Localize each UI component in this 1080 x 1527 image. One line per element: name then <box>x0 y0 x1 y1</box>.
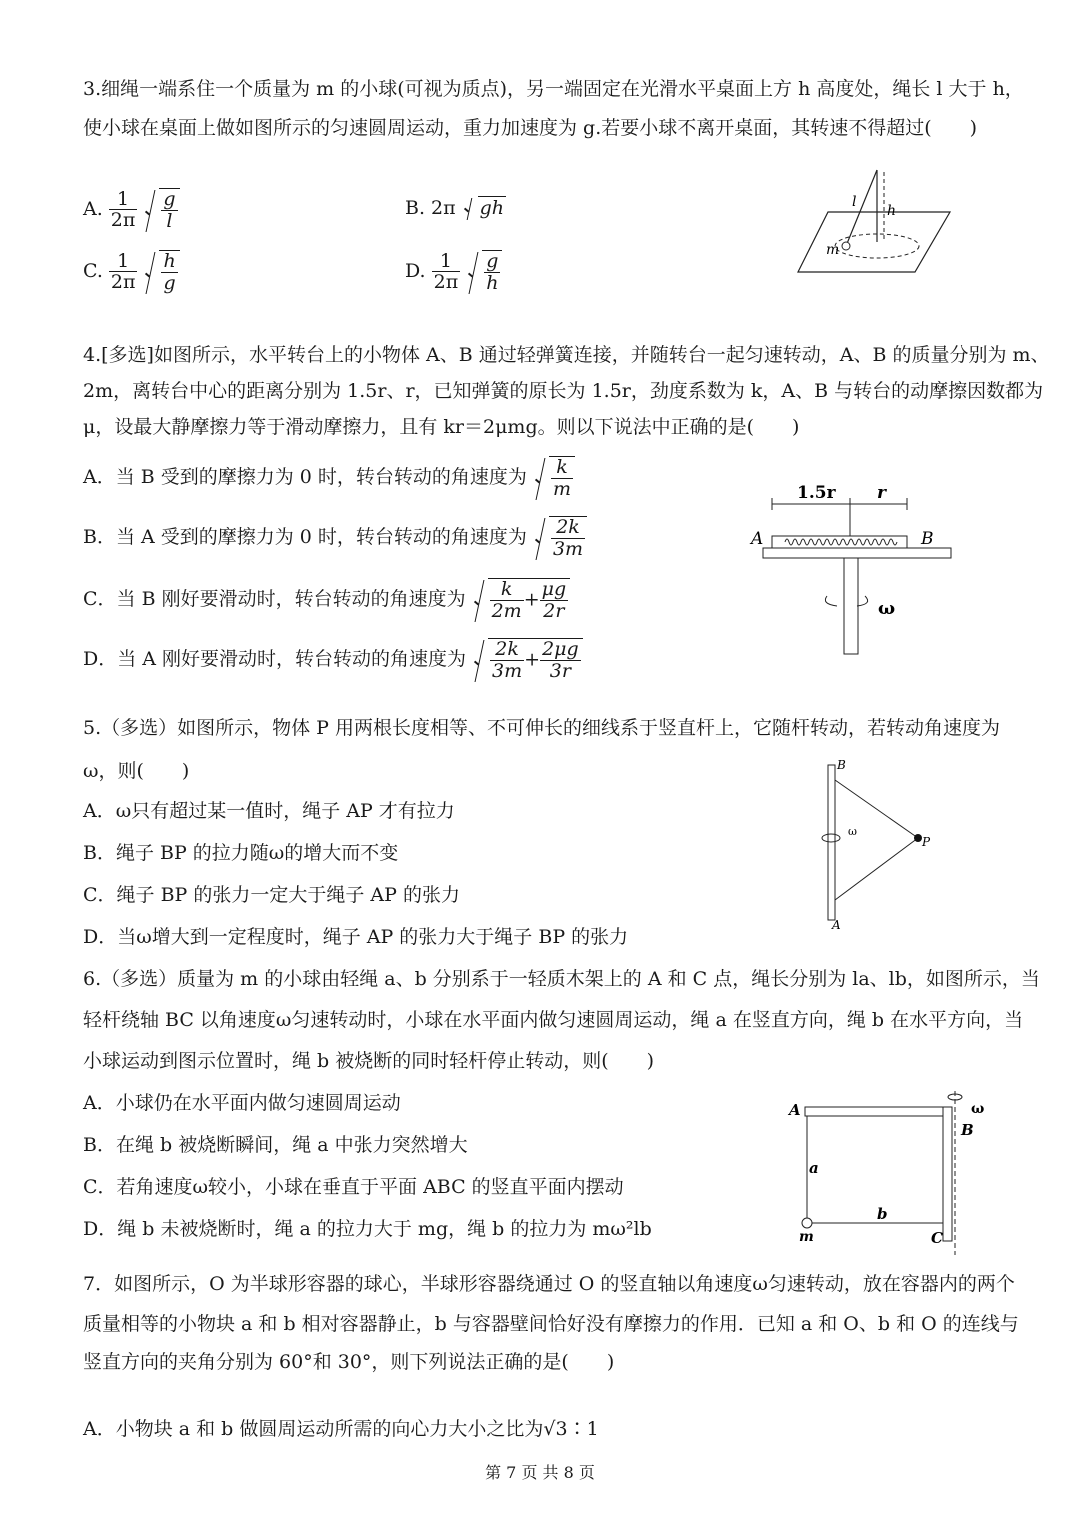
q4-stem-line2: 2m，离转台中心的距离分别为 1.5r、r，已知弹簧的原长为 1.5r，劲度系数为 k，A、B 与转台的动摩擦因数都为 <box>83 380 1044 402</box>
q3-option-c: C. $\frac{1}{2\pi}$ $\frac{h}{g}$ <box>83 250 180 294</box>
q4-option-b: B．当 A 受到的摩擦力为 0 时，转台转动的角速度为 $\frac{2k}{3m}$ <box>83 516 587 560</box>
q6-figure-frame <box>785 1085 995 1260</box>
fig-label-omega: ω <box>848 825 857 838</box>
q6-option-d: D．绳 b 未被烧断时，绳 a 的拉力大于 mg，绳 b 的拉力为 mω²lb <box>83 1218 652 1240</box>
fig-label-rope-b: b <box>877 1205 888 1223</box>
q4-option-d: D．当 A 刚好要滑动时，转台转动的角速度为 $\frac{2k}{3m}$ + $\frac{2\mu g}{3r}$ <box>83 638 583 682</box>
fig-dist-1-5r: 1.5r <box>797 483 836 503</box>
fig-label-l: l <box>852 194 857 210</box>
page-footer: 第 7 页 共 8 页 <box>485 1463 595 1482</box>
q3-stem-line1: 3.细绳一端系住一个质量为 m 的小球(可视为质点)，另一端固定在光滑水平桌面上方 h 高度处，绳长 l 大于 h， <box>83 78 1024 100</box>
q5-figure-rod <box>810 755 940 935</box>
q5-stem-line1: 5.（多选）如图所示，物体 P 用两根长度相等、不可伸长的细线系于竖直杆上，它随杆转动，若转动角速度为 <box>83 717 1000 739</box>
q5-stem-line2: ω，则( ) <box>83 760 190 782</box>
q7-stem-line2: 质量相等的小物块 a 和 b 相对容器静止，b 与容器壁间恰好没有摩擦力的作用．已知 a 和 O、b 和 O 的连线与 <box>83 1313 1019 1335</box>
q4-figure-turntable <box>745 478 960 658</box>
q6-option-a: A．小球仍在水平面内做匀速圆周运动 <box>83 1092 401 1114</box>
fig-label-omega: ω <box>971 1101 985 1117</box>
fig-label-b-point: B <box>961 1121 974 1139</box>
q3-option-b: B. 2π gh <box>405 196 504 219</box>
q5-option-b: B．绳子 BP 的拉力随ω的增大而不变 <box>83 842 399 864</box>
q7-option-a: A．小物块 a 和 b 做圆周运动所需的向心力大小之比为√3∶1 <box>83 1418 599 1440</box>
fig-label-p: P <box>922 835 931 849</box>
q5-option-a: A．ω只有超过某一值时，绳子 AP 才有拉力 <box>83 800 455 822</box>
fig-label-b: B <box>921 529 934 549</box>
q4-stem-line3: μ，设最大静摩擦力等于滑动摩擦力，且有 kr＝2μmg。则以下说法中正确的是( ) <box>83 416 800 438</box>
fig-label-m: m <box>799 1229 814 1245</box>
q3-option-d: D. $\frac{1}{2\pi}$ $\frac{g}{h}$ <box>405 250 502 294</box>
fig-label-m: m <box>826 242 840 258</box>
q5-option-c: C．绳子 BP 的张力一定大于绳子 AP 的张力 <box>83 884 460 906</box>
q6-stem-line2: 轻杆绕轴 BC 以角速度ω匀速转动时，小球在水平面内做匀速圆周运动，绳 a 在竖直方向，绳 b 在水平方向，当 <box>83 1009 1024 1031</box>
fig-label-h: h <box>887 203 897 219</box>
q4-option-a: A．当 B 受到的摩擦力为 0 时，转台转动的角速度为 $\frac{k}{m}$ <box>83 456 575 500</box>
q6-stem-line1: 6.（多选）质量为 m 的小球由轻绳 a、b 分别系于一轻质木架上的 A 和 C 点，绳长分别为 la、lb，如图所示，当 <box>83 968 1040 990</box>
q4-stem-line1: 4.[多选]如图所示，水平转台上的小物体 A、B 通过轻弹簧连接，并随转台一起匀速转动，A、B 的质量分别为 m、 <box>83 344 1050 366</box>
fig-label-b: B <box>837 758 846 772</box>
fig-label-a: A <box>751 529 764 549</box>
q6-option-c: C．若角速度ω较小，小球在垂直于平面 ABC 的竖直平面内摆动 <box>83 1176 624 1198</box>
q3-stem-line2: 使小球在桌面上做如图所示的匀速圆周运动，重力加速度为 g.若要小球不离开桌面，其转速不得超过( ) <box>83 117 978 139</box>
q6-option-b: B．在绳 b 被烧断瞬间，绳 a 中张力突然增大 <box>83 1134 468 1156</box>
fig-dist-r: r <box>877 483 886 503</box>
fig-label-a-point: A <box>789 1101 801 1119</box>
q3-figure-conical-pendulum <box>790 160 960 280</box>
q5-option-d: D．当ω增大到一定程度时，绳子 AP 的张力大于绳子 BP 的张力 <box>83 926 629 948</box>
fig-label-a: A <box>832 918 841 932</box>
fig-label-omega: ω <box>878 598 896 619</box>
q7-stem-line3: 竖直方向的夹角分别为 60°和 30°，则下列说法正确的是( ) <box>83 1351 615 1373</box>
q4-option-c: C．当 B 刚好要滑动时，转台转动的角速度为 $\frac{k}{2m}$ + $\frac{\mu g}{2r}$ <box>83 578 570 622</box>
q7-stem-line1: 7．如图所示，O 为半球形容器的球心，半球形容器绕通过 O 的竖直轴以角速度ω匀速转动，放在容器内的两个 <box>83 1273 1015 1295</box>
fig-label-c-point: C <box>931 1229 943 1247</box>
q3-option-a: A. $\frac{1}{2\pi}$ $\frac{g}{l}$ <box>83 188 180 232</box>
fig-label-rope-a: a <box>809 1159 819 1177</box>
q6-stem-line3: 小球运动到图示位置时，绳 b 被烧断的同时轻杆停止转动，则( ) <box>83 1050 655 1072</box>
